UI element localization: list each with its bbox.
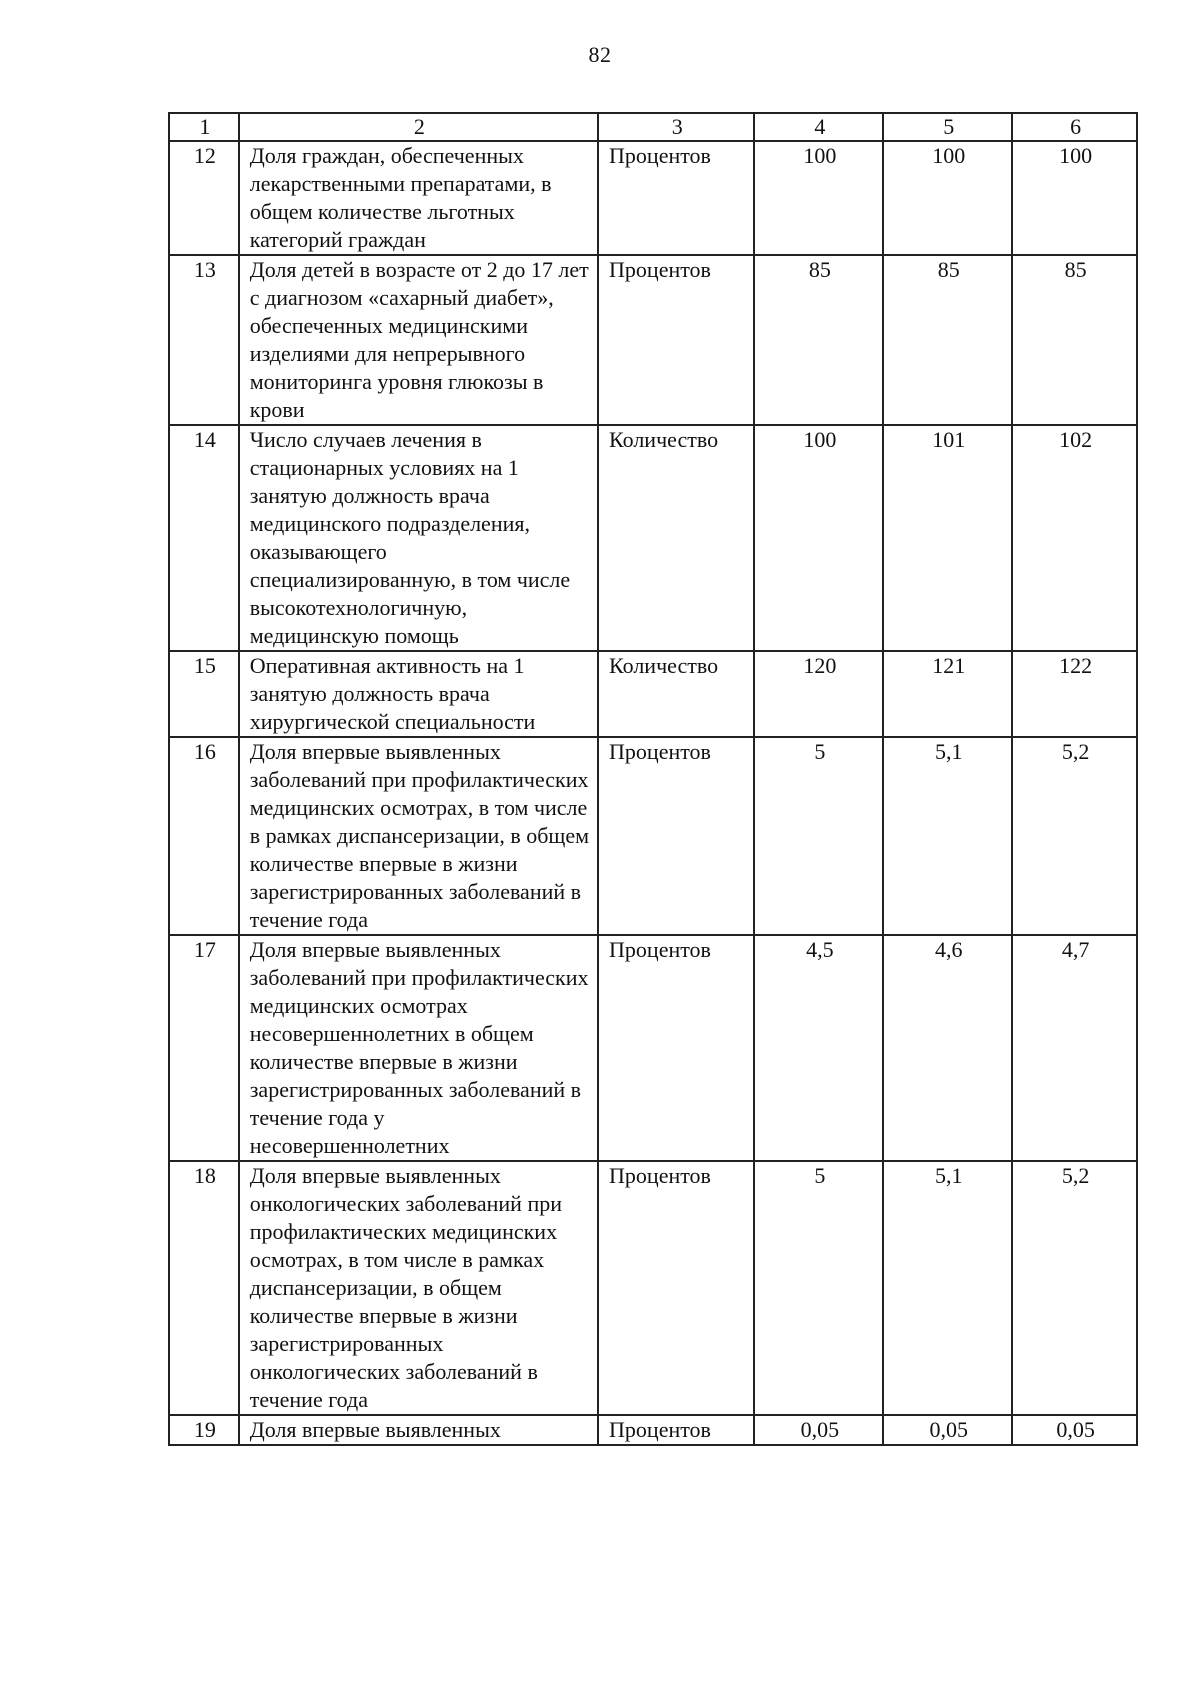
indicator-name (239, 737, 598, 935)
row-number: 19 (169, 1415, 239, 1445)
unit-cell: Количество (598, 651, 754, 737)
value-col-4: 100 (754, 425, 883, 651)
value-col-5: 101 (883, 425, 1012, 651)
indicator-name (239, 255, 598, 425)
indicator-name (239, 651, 598, 737)
row-number: 15 (169, 651, 239, 737)
unit-cell: Количество (598, 425, 754, 651)
row-number: 17 (169, 935, 239, 1161)
table-header-row (169, 113, 1137, 141)
value-col-5: 0,05 (883, 1415, 1012, 1445)
table-row (169, 1415, 1137, 1445)
row-number: 14 (169, 425, 239, 651)
value-col-5: 85 (883, 255, 1012, 425)
table-row (169, 1161, 1137, 1415)
indicator-table (168, 112, 1138, 1446)
table-row (169, 935, 1137, 1161)
unit-cell: Процентов (598, 737, 754, 935)
value-col-6: 5,2 (1012, 1161, 1137, 1415)
header-col-4: 4 (754, 113, 883, 141)
indicator-name-text: Доля впервые выявленных онкологических заболеваний при профилактических медицинских осмотрах, в том числе в рамках диспансеризации, в общем количестве впервые в жизни зарегистрированных онкологических заболеваний в течение года (249, 1163, 562, 1412)
value-col-4: 0,05 (754, 1415, 883, 1445)
value-col-4: 5 (754, 737, 883, 935)
indicator-name (239, 935, 598, 1161)
unit-cell: Процентов (598, 1161, 754, 1415)
value-col-5: 5,1 (883, 1161, 1012, 1415)
indicator-name (239, 1415, 598, 1445)
indicator-name-text: Доля впервые выявленных (249, 1417, 501, 1442)
indicator-name-text: Оперативная активность на 1 занятую должность врача хирургической специальности (249, 653, 536, 734)
table-row (169, 737, 1137, 935)
header-col-3: 3 (598, 113, 754, 141)
unit-cell: Процентов (598, 935, 754, 1161)
indicator-name-text: Доля впервые выявленных заболеваний при профилактических медицинских осмотрах, в том числе в рамках диспансеризации, в общем количестве впервые в жизни зарегистрированных заболеваний в течение года (249, 739, 590, 932)
table-row (169, 255, 1137, 425)
unit-cell: Процентов (598, 1415, 754, 1445)
table-row (169, 651, 1137, 737)
value-col-6: 5,2 (1012, 737, 1137, 935)
value-col-4: 85 (754, 255, 883, 425)
row-number: 13 (169, 255, 239, 425)
page-number: 82 (588, 42, 612, 67)
value-col-4: 4,5 (754, 935, 883, 1161)
unit-cell: Процентов (598, 255, 754, 425)
value-col-5: 100 (883, 141, 1012, 255)
value-col-6: 4,7 (1012, 935, 1137, 1161)
header-col-1: 1 (169, 113, 239, 141)
value-col-5: 121 (883, 651, 1012, 737)
row-number: 12 (169, 141, 239, 255)
table-row (169, 425, 1137, 651)
value-col-6: 122 (1012, 651, 1137, 737)
indicator-name (239, 425, 598, 651)
row-number: 18 (169, 1161, 239, 1415)
value-col-6: 102 (1012, 425, 1137, 651)
unit-cell: Процентов (598, 141, 754, 255)
indicator-name (239, 141, 598, 255)
table-row (169, 141, 1137, 255)
value-col-5: 5,1 (883, 737, 1012, 935)
value-col-6: 0,05 (1012, 1415, 1137, 1445)
header-col-2: 2 (239, 113, 598, 141)
indicator-name-text: Доля впервые выявленных заболеваний при профилактических медицинских осмотрах несовершеннолетних в общем количестве впервые в жизни зарегистрированных заболеваний в течение года у несовершеннолетних (249, 937, 589, 1158)
value-col-4: 100 (754, 141, 883, 255)
indicator-name-text: Доля граждан, обеспеченных лекарственными препаратами, в общем количестве льготных категорий граждан (249, 143, 552, 252)
value-col-6: 85 (1012, 255, 1137, 425)
indicator-name (239, 1161, 598, 1415)
indicator-name-text: Доля детей в возрасте от 2 до 17 лет с диагнозом «сахарный диабет», обеспеченных медицинскими изделиями для непрерывного мониторинга уровня глюкозы в крови (249, 257, 589, 422)
indicator-name-text: Число случаев лечения в стационарных условиях на 1 занятую должность врача медицинского подразделения, оказывающего специализированную, в том числе высокотехнологичную, медицинскую помощь (249, 427, 571, 648)
header-col-5: 5 (883, 113, 1012, 141)
header-col-6: 6 (1012, 113, 1137, 141)
value-col-4: 120 (754, 651, 883, 737)
value-col-6: 100 (1012, 141, 1137, 255)
row-number: 16 (169, 737, 239, 935)
value-col-4: 5 (754, 1161, 883, 1415)
value-col-5: 4,6 (883, 935, 1012, 1161)
